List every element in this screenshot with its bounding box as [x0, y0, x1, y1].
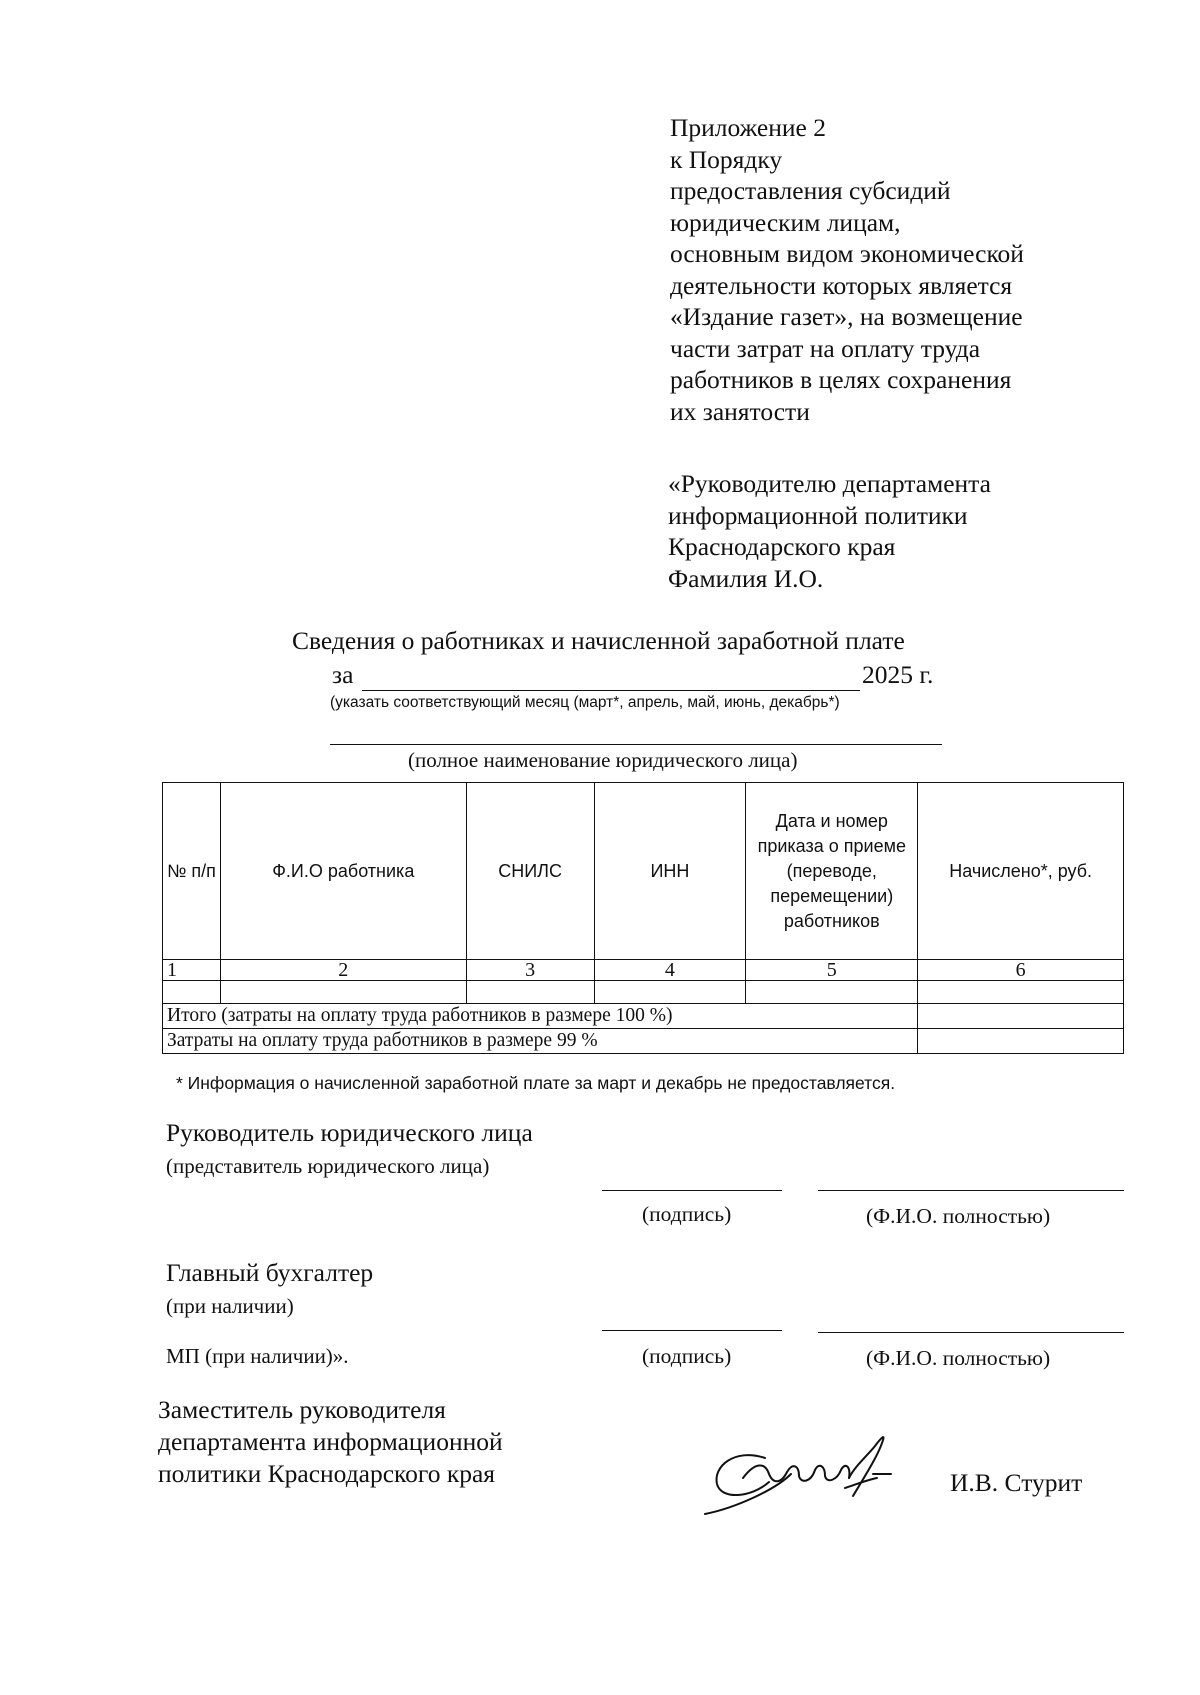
total-value-cell[interactable] — [918, 1004, 1124, 1029]
accountant-subtitle: (при наличии) — [166, 1294, 294, 1318]
total-label: Итого (затраты на оплату труда работников в размере 100 %) — [163, 1004, 918, 1029]
deputy-line: департамента информационной — [158, 1427, 503, 1456]
deputy-line: политики Краснодарского края — [158, 1459, 496, 1488]
table-header-row — [163, 783, 1124, 960]
handwritten-signature-icon — [695, 1418, 935, 1528]
column-number: 4 — [594, 960, 746, 981]
column-numbers-row — [163, 960, 1124, 981]
table-cell[interactable] — [918, 981, 1124, 1004]
addressee-line: Краснодарского края — [668, 532, 896, 561]
employees-table — [162, 782, 1124, 1054]
column-number: 2 — [220, 960, 466, 981]
header-full-name: Ф.И.О работника — [220, 783, 466, 960]
appendix-line: юридическим лицам, — [670, 207, 901, 237]
header-number: № п/п — [163, 783, 221, 960]
deputy-name: И.В. Стурит — [950, 1468, 1083, 1497]
accountant-name-caption: (Ф.И.О. полностью) — [866, 1346, 1051, 1370]
accountant-signature-caption: (подпись) — [642, 1344, 732, 1368]
period-hint: (указать соответствующий месяц (март*, апрель, май, июнь, декабрь*) — [330, 694, 840, 711]
appendix-line: деятельности которых является — [670, 270, 1013, 300]
accountant-title: Главный бухгалтер — [166, 1258, 374, 1287]
table-cell[interactable] — [746, 981, 918, 1004]
appendix-line: работников в целях сохранения — [670, 365, 1012, 394]
header-inn: ИНН — [594, 783, 746, 960]
header-accrued: Начислено*, руб. — [918, 783, 1124, 960]
addressee-line: информационной политики — [668, 500, 968, 530]
column-number: 3 — [466, 960, 594, 981]
addressee-block — [668, 468, 991, 594]
table-cell[interactable] — [163, 981, 221, 1004]
org-name-hint: (полное наименование юридического лица) — [408, 748, 798, 772]
total-row — [163, 1004, 1124, 1029]
stamp-note: МП (при наличии)». — [166, 1344, 349, 1368]
appendix-line: предоставления субсидий — [670, 176, 951, 205]
percent99-label: Затраты на оплату труда работников в размере 99 % — [163, 1029, 918, 1054]
appendix-line: части затрат на оплату труда — [670, 333, 981, 363]
appendix-line: их занятости — [670, 396, 810, 426]
accountant-name-line[interactable] — [818, 1332, 1124, 1333]
appendix-line: к Порядку — [670, 144, 783, 174]
table-cell[interactable] — [466, 981, 594, 1004]
head-title: Руководитель юридического лица — [166, 1118, 533, 1147]
accountant-signature-line[interactable] — [602, 1330, 782, 1331]
head-name-line[interactable] — [818, 1190, 1124, 1191]
appendix-line: Приложение 2 — [670, 113, 826, 142]
header-order: Дата и номер приказа о приеме (переводе, перемещении) работников — [746, 783, 918, 960]
head-signature-line[interactable] — [602, 1190, 782, 1191]
appendix-line: «Издание газет», на возмещение — [670, 302, 1023, 331]
header-snils: СНИЛС — [466, 783, 594, 960]
head-subtitle: (представитель юридического лица) — [166, 1154, 490, 1178]
deputy-block — [158, 1394, 503, 1490]
period-year: 2025 г. — [862, 660, 934, 689]
period-prefix: за — [332, 660, 354, 689]
column-number: 5 — [746, 960, 918, 981]
percent99-value-cell[interactable] — [918, 1029, 1124, 1054]
head-name-caption: (Ф.И.О. полностью) — [866, 1204, 1051, 1228]
addressee-line: Фамилия И.О. — [668, 563, 824, 593]
head-signature-caption: (подпись) — [642, 1202, 732, 1226]
deputy-line: Заместитель руководителя — [158, 1395, 446, 1424]
percent99-row — [163, 1029, 1124, 1054]
appendix-block — [670, 112, 1024, 427]
table-cell[interactable] — [594, 981, 746, 1004]
addressee-line: «Руководителю департамента — [668, 469, 991, 498]
org-name-blank-line[interactable] — [330, 744, 942, 745]
table-row — [163, 981, 1124, 1004]
form-title: Сведения о работниках и начисленной заработной плате — [292, 626, 905, 655]
column-number: 1 — [163, 960, 221, 981]
column-number: 6 — [918, 960, 1124, 981]
appendix-line: основным видом экономической — [670, 239, 1024, 268]
footnote: * Информация о начисленной заработной плате за март и декабрь не предоставляется. — [176, 1073, 896, 1093]
period-blank-line[interactable] — [362, 690, 860, 691]
table-cell[interactable] — [220, 981, 466, 1004]
